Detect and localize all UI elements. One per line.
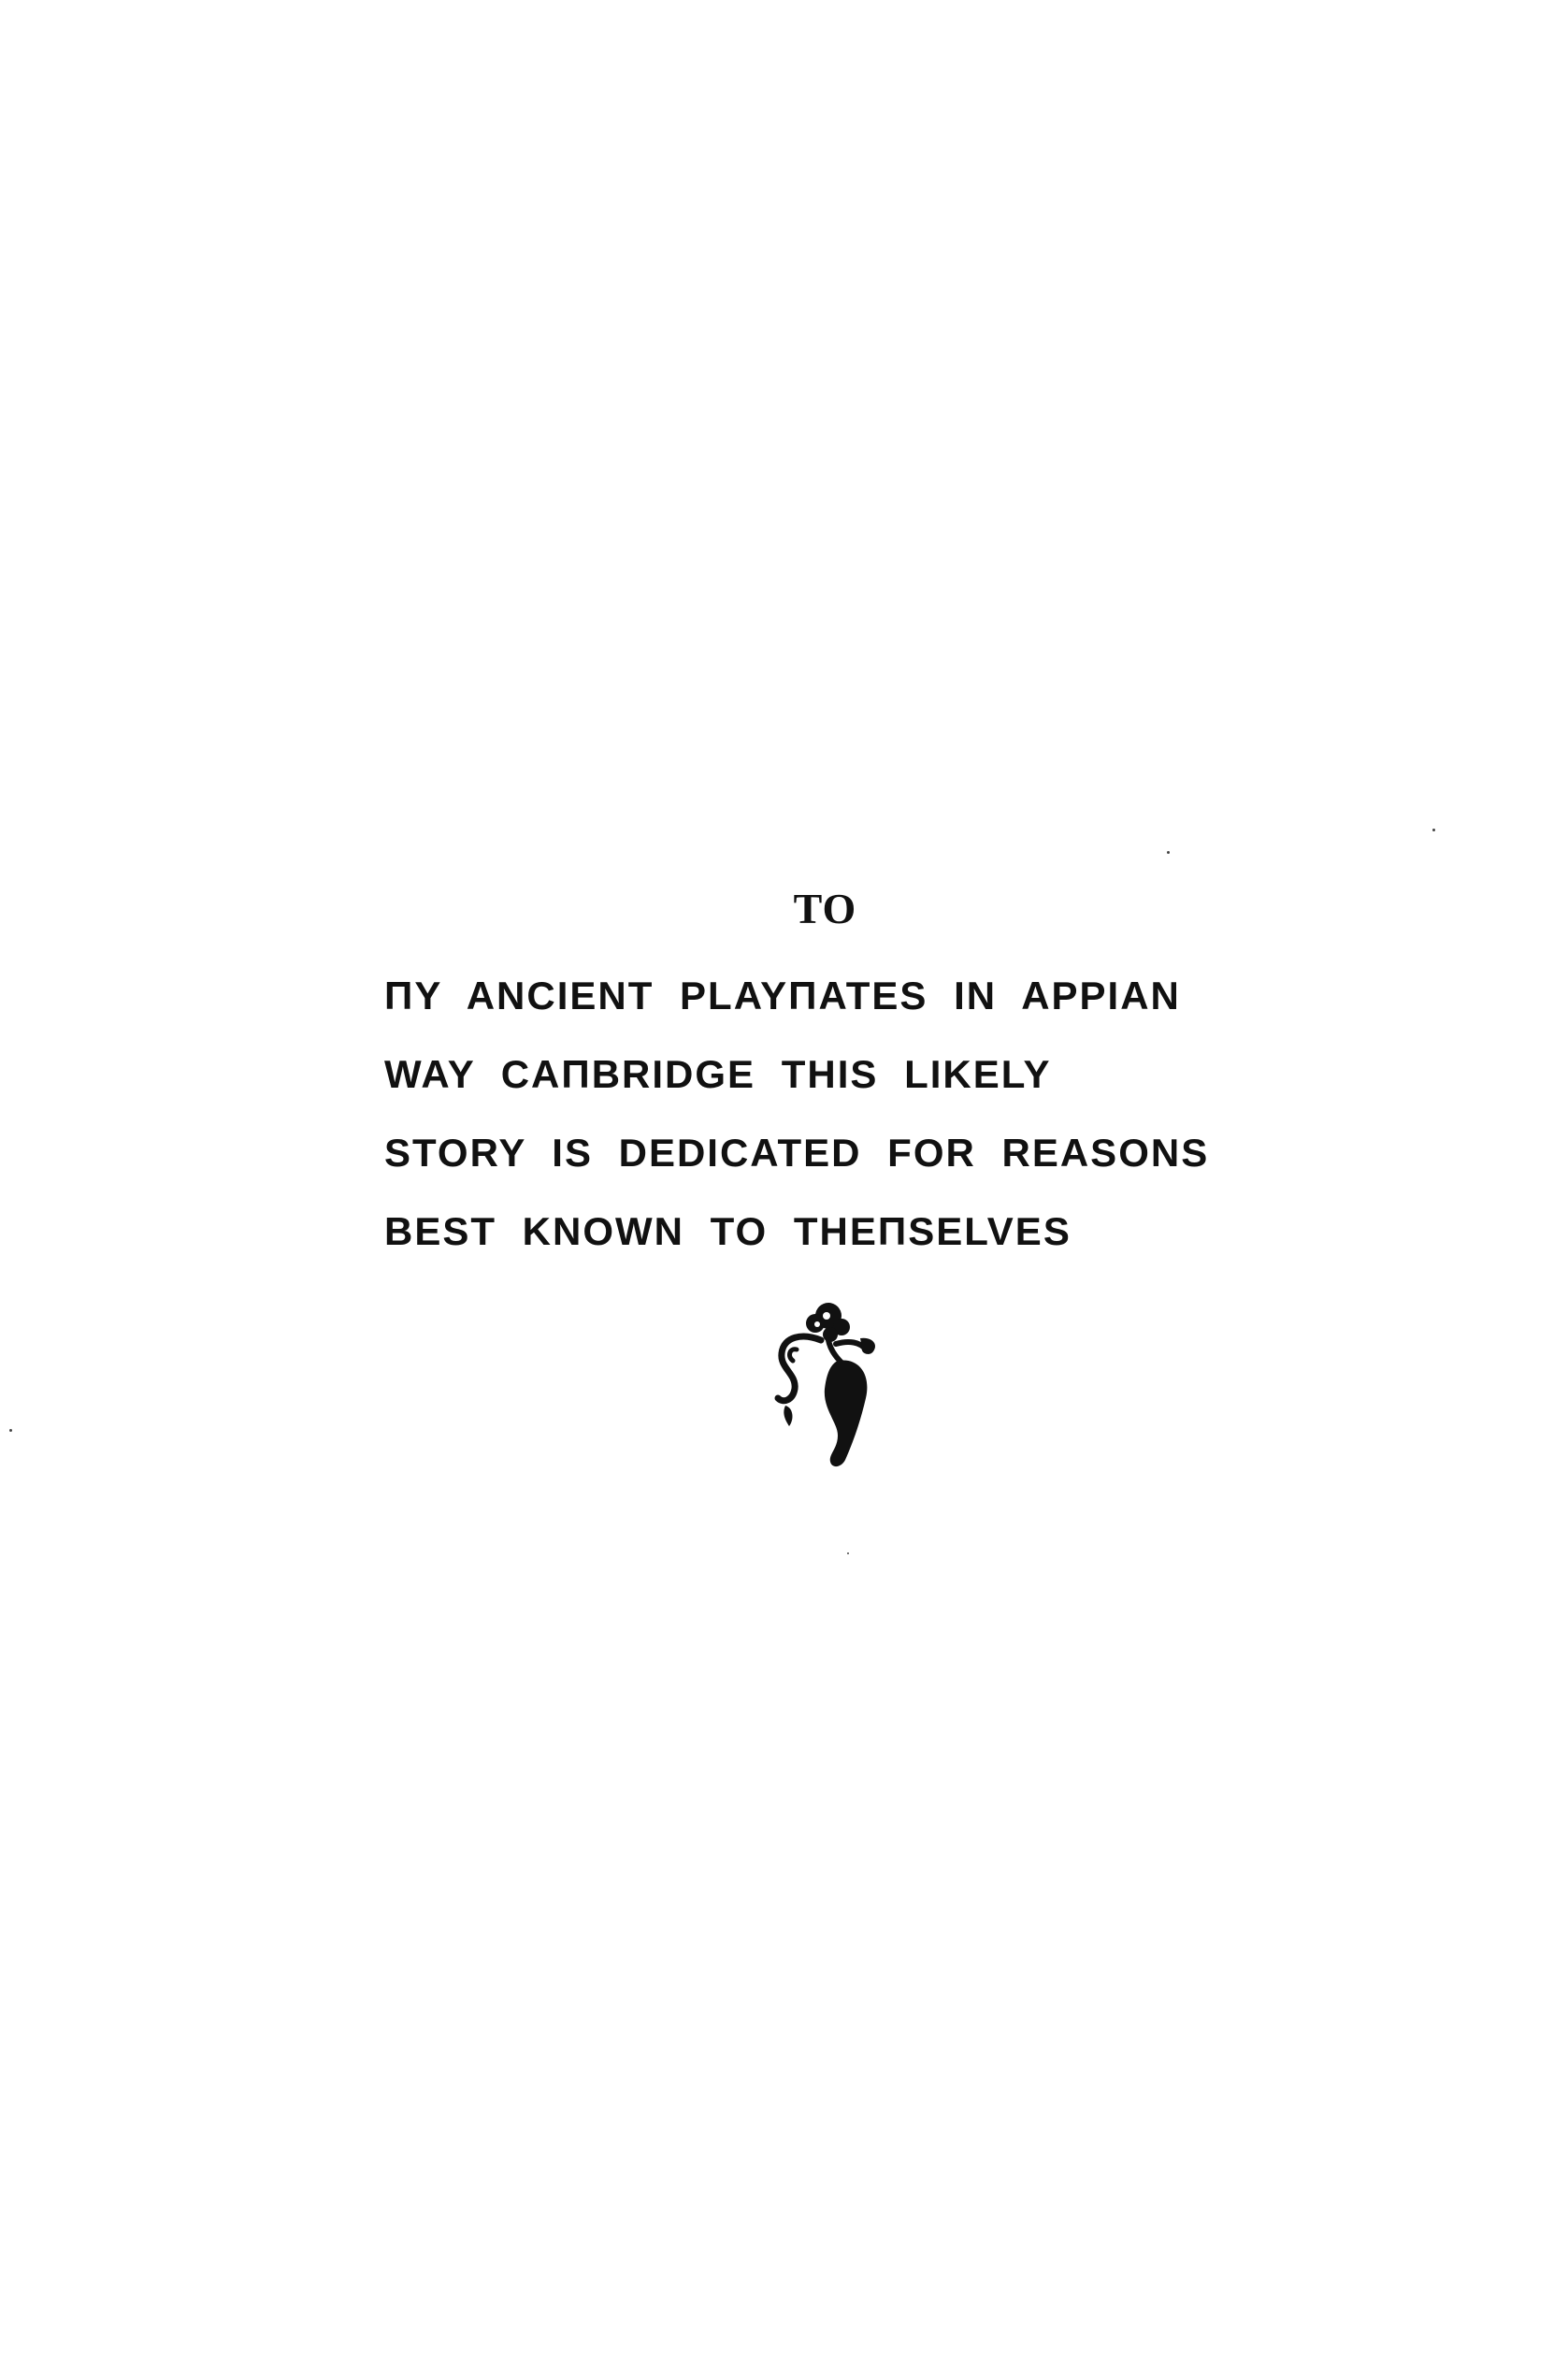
floral-pepper-ornament-icon <box>755 1295 896 1482</box>
dedication-line: WAY CAΠBRIDGE THIS LIKELY <box>384 1052 1052 1096</box>
print-speck <box>1432 829 1435 831</box>
print-speck <box>847 1552 849 1554</box>
dedication-line: STORY IS DEDICATED FOR REASONS <box>384 1131 1210 1175</box>
print-speck <box>1167 851 1170 854</box>
dedication-line: ΠY ANCIENT PLAYΠATES IN APPIAN <box>384 974 1181 1018</box>
dedication-line: BEST KNOWN TO THEΠSELVES <box>384 1209 1072 1253</box>
dedication-heading: TO <box>793 885 857 932</box>
print-speck <box>9 1429 12 1432</box>
dedication-text <box>384 957 1301 1271</box>
